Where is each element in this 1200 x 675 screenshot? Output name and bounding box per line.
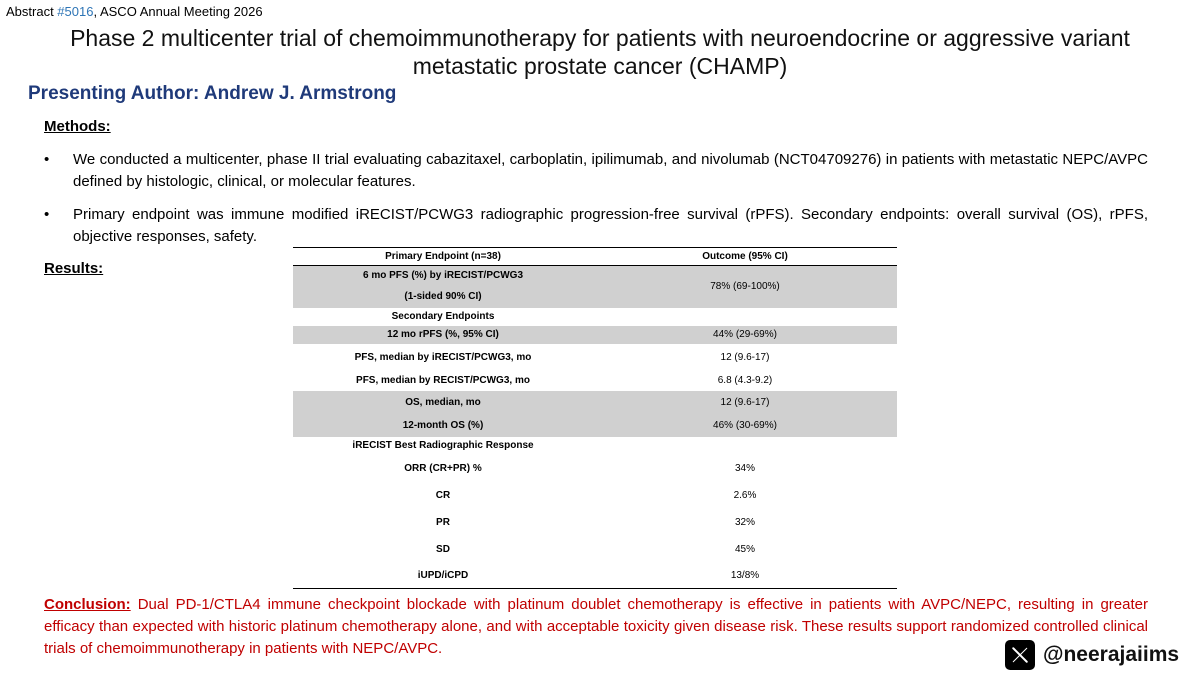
- row-label: PR: [436, 516, 450, 528]
- header-endpoint: Primary Endpoint (n=38): [293, 248, 593, 266]
- title-line-2: metastatic prostate cancer (CHAMP): [412, 53, 788, 79]
- row-value: 13/8%: [593, 563, 897, 589]
- row-value: [593, 437, 897, 455]
- row-value: 32%: [734, 516, 755, 528]
- row-label: iUPD/iCPD: [293, 563, 593, 589]
- row-value: 44% (29-69%): [593, 326, 897, 344]
- methods-bullet-2: [44, 204, 1148, 248]
- social-handle-badge: [1005, 640, 1179, 670]
- table-header-row: [293, 248, 897, 266]
- table-row: [293, 344, 897, 371]
- row-label: OS, median, mo: [293, 391, 593, 415]
- row-label: SD: [436, 543, 450, 555]
- row-value: 12 (9.6-17): [720, 351, 770, 363]
- table-row: [293, 371, 897, 391]
- abstract-number: #5016: [57, 4, 94, 19]
- row-label: Secondary Endpoints: [391, 311, 495, 322]
- header-outcome: Outcome (95% CI): [593, 248, 897, 266]
- bullet-marker: •: [44, 151, 50, 168]
- conclusion-paragraph: [44, 594, 1148, 660]
- methods-bullet-text: We conducted a multicenter, phase II trial evaluating cabazitaxel, carboplatin, ipilimumab, and nivolumab (NCT04709276) in patients with metastatic NEPC/AVPC defined by histologic, clinical, or molecular features.: [73, 151, 1148, 190]
- conclusion-label: Conclusion:: [44, 596, 131, 613]
- abstract-suffix: , ASCO Annual Meeting 2026: [93, 4, 263, 19]
- abstract-line: [6, 4, 263, 19]
- x-logo-icon: [1005, 640, 1035, 670]
- page-title: [40, 24, 1160, 80]
- table-row: [293, 391, 897, 415]
- row-label: PFS, median by iRECIST/PCWG3, mo: [354, 351, 532, 363]
- row-label: iRECIST Best Radiographic Response: [352, 440, 534, 451]
- table-row: [293, 326, 897, 344]
- results-table: [293, 247, 897, 589]
- results-heading: Results:: [44, 260, 104, 277]
- table-row: [293, 308, 897, 326]
- row-value: 2.6%: [733, 489, 757, 501]
- row-value: 45%: [734, 543, 755, 555]
- table-row: [293, 415, 897, 437]
- row-label: PFS, median by RECIST/PCWG3, mo: [356, 375, 530, 386]
- row-value: 46% (30-69%): [593, 415, 897, 437]
- table-row: [293, 536, 897, 563]
- table-row: [293, 455, 897, 482]
- row-value: 6.8 (4.3-9.2): [717, 375, 773, 386]
- row-value: 78% (69-100%): [593, 266, 897, 308]
- row-label: 12-month OS (%): [293, 415, 593, 437]
- bullet-marker: •: [44, 206, 50, 223]
- table-row: [293, 563, 897, 589]
- methods-bullet-text: Primary endpoint was immune modified iRECIST/PCWG3 radiographic progression-free survival (rPFS). Secondary endpoints: overall survival (OS), rPFS, objective responses, safety.: [73, 206, 1148, 245]
- abstract-prefix: Abstract: [6, 4, 58, 19]
- methods-heading: Methods:: [44, 118, 111, 135]
- row-label: ORR (CR+PR) %: [404, 462, 482, 474]
- row-value: 12 (9.6-17): [593, 391, 897, 415]
- table-row: [293, 482, 897, 509]
- row-label: 12 mo rPFS (%, 95% CI): [293, 326, 593, 344]
- table-row: [293, 509, 897, 536]
- title-line-1: Phase 2 multicenter trial of chemoimmunotherapy for patients with neuroendocrine or aggressive variant: [70, 25, 1130, 51]
- row-value: 34%: [734, 462, 755, 474]
- conclusion-text: Dual PD-1/CTLA4 immune checkpoint blockade with platinum doublet chemotherapy is effective in patients with AVPC/NEPC, resulting in greater efficacy than expected with historic platinum chemotherapy alone, and with acceptable toxicity given disease risk. These results support randomized controlled clinical trials of chemoimmunotherapy in patients with NEPC/AVPC.: [44, 596, 1148, 657]
- row-label-sub: (1-sided 90% CI): [293, 286, 593, 308]
- social-handle: @neerajaiims: [1043, 643, 1180, 666]
- table-row: [293, 437, 897, 455]
- presenting-author: Presenting Author: Andrew J. Armstrong: [28, 83, 397, 104]
- methods-bullet-1: [44, 149, 1148, 193]
- row-label: CR: [435, 489, 451, 501]
- row-label: 6 mo PFS (%) by iRECIST/PCWG3: [293, 266, 593, 286]
- row-value: [593, 308, 897, 326]
- table-row: [293, 266, 897, 286]
